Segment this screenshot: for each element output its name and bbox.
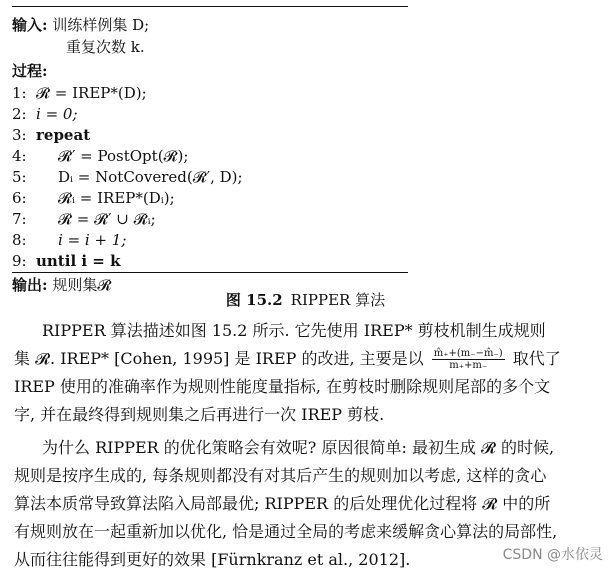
paragraph-1-line-2-end: 取代了 — [512, 349, 561, 368]
step-1 — [12, 82, 147, 104]
algorithm-top-rule — [12, 6, 408, 7]
step-4 — [12, 145, 188, 167]
figure-caption — [0, 289, 611, 310]
paragraph-2-line-2: 规则是按序生成的, 每条规则都没有对其后产生的规则加以考虑, 这样的贪心 — [14, 466, 547, 485]
figure-title: RIPPER 算法 — [290, 291, 386, 309]
step-8 — [12, 229, 126, 251]
precision-fraction — [432, 348, 505, 371]
step-number: 7: — [12, 210, 27, 228]
paragraph-1-line-2-start: 集 𝓡. IREP* [Cohen, 1995] 是 IREP 的改进, 主要是以 — [14, 349, 424, 368]
step-text: i = i + 1; — [58, 231, 127, 249]
step-number: 4: — [12, 147, 27, 165]
step-text: 𝓡 = 𝓡′ ∪ 𝓡ᵢ; — [58, 210, 156, 228]
step-text: 𝓡′ = PostOpt(𝓡); — [58, 147, 189, 165]
paragraph-1 — [14, 317, 601, 429]
step-number: 1: — [12, 84, 27, 102]
paragraph-1-line-3: IREP 使用的准确率作为规则性能度量指标, 在剪枝时删除规则尾部的多个文 — [14, 377, 551, 396]
fraction-numerator: m̂₊+(m₋−m̂₋) — [433, 348, 503, 359]
step-9 — [12, 250, 120, 272]
step-text: Dᵢ = NotCovered(𝓡′, D); — [58, 168, 243, 186]
paragraph-1-line-1: RIPPER 算法描述如图 15.2 所示. 它先使用 IREP* 剪枝机制生成规则 — [42, 321, 546, 340]
input-label: 输入: — [12, 16, 48, 34]
step-text: i = 0; — [36, 105, 78, 123]
paragraph-2-line-1: 为什么 RIPPER 的优化策略会有效呢? 原因很简单: 最初生成 𝓡 的时候, — [42, 438, 555, 457]
input-line-2 — [66, 36, 145, 58]
input-line-1 — [12, 14, 149, 36]
step-6 — [12, 187, 175, 209]
fraction-denominator: m₊+m₋ — [449, 360, 488, 371]
input-text-1: 训练样例集 D; — [52, 16, 150, 34]
step-number: 6: — [12, 189, 27, 207]
step-number: 9: — [12, 252, 27, 270]
paragraph-1-line-2 — [14, 345, 601, 373]
step-3 — [12, 124, 90, 146]
step-number: 3: — [12, 126, 27, 144]
paragraph-1-line-4: 字, 并在最终得到规则集之后再进行一次 IREP 剪枝. — [14, 405, 385, 424]
step-text: repeat — [36, 126, 91, 144]
algorithm-bottom-rule — [12, 272, 408, 273]
process-label: 过程: — [12, 62, 48, 80]
figure-label: 图 15.2 — [225, 291, 283, 309]
step-text: 𝓡 = IREP*(D); — [36, 84, 147, 102]
step-5 — [12, 166, 243, 188]
step-number: 2: — [12, 105, 27, 123]
step-7 — [12, 208, 156, 230]
step-text: 𝓡ᵢ = IREP*(Dᵢ); — [58, 189, 175, 207]
step-number: 5: — [12, 168, 27, 186]
paragraph-2-line-3: 算法本质常导致算法陷入局部最优; RIPPER 的后处理优化过程将 𝓡 中的所 — [14, 494, 551, 513]
paragraph-2-line-4: 有规则放在一起重新加以优化, 恰是通过全局的考虑来缓解贪心算法的局部性, — [14, 522, 558, 541]
input-text-2: 重复次数 k. — [66, 38, 145, 56]
step-number: 8: — [12, 231, 27, 249]
step-text: until i = k — [36, 252, 121, 270]
output-label: 输出: — [12, 276, 48, 294]
step-2 — [12, 103, 78, 125]
output-text: 规则集𝓡 — [52, 276, 112, 294]
csdn-watermark: CSDN @水依灵 — [502, 547, 603, 563]
paragraph-2-line-5: 从而往往能得到更好的效果 [Fürnkranz et al., 2012]. — [14, 550, 411, 569]
